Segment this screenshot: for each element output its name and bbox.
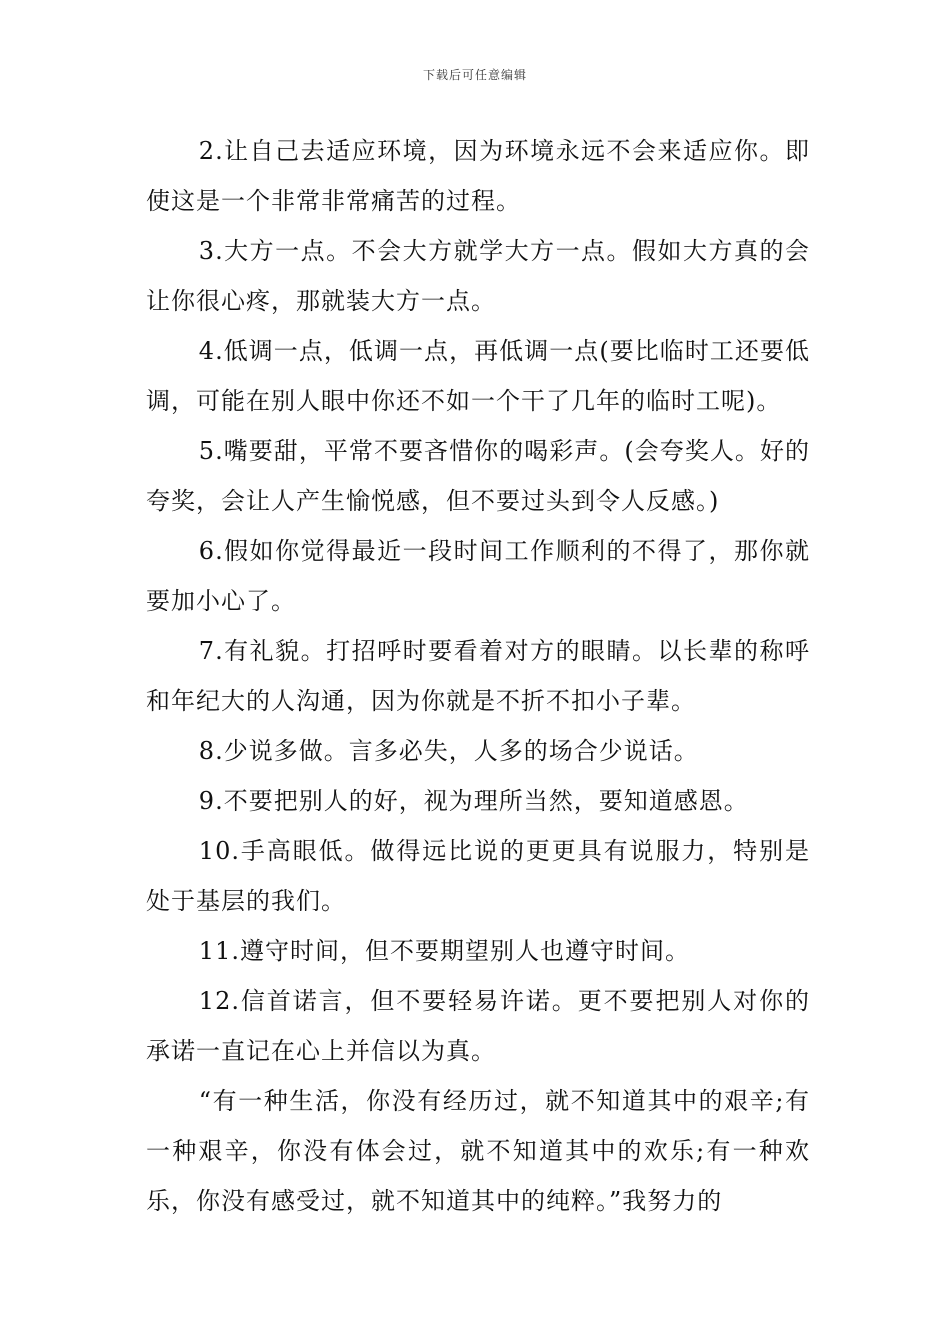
paragraph-12: 12.信首诺言，但不要轻易许诺。更不要把别人对你的承诺一直记在心上并信以为真。 [146,987,810,1065]
paragraph-8: 8.少说多做。言多必失，人多的场合少说话。 [198,737,699,765]
paragraph-2: 2.让自己去适应环境，因为环境永远不会来适应你。即使这是一个非常非常痛苦的过程。 [146,137,810,215]
paragraph-7: 7.有礼貌。打招呼时要看着对方的眼睛。以长辈的称呼和年纪大的人沟通，因为你就是不折不扣小子辈。 [146,637,810,715]
paragraph-6: 6.假如你觉得最近一段时间工作顺利的不得了，那你就要加小心了。 [146,537,810,615]
paragraph-quote: “有一种生活，你没有经历过，就不知道其中的艰辛;有一种艰辛，你没有体会过，就不知道其中的欢乐;有一种欢乐，你没有感受过，就不知道其中的纯粹。”我努力的 [146,1087,810,1215]
document-body [146,126,810,1226]
paragraph-9: 9.不要把别人的好，视为理所当然，要知道感恩。 [198,787,749,815]
paragraph-4: 4.低调一点，低调一点，再低调一点(要比临时工还要低调，可能在别人眼中你还不如一个干了几年的临时工呢)。 [146,337,810,415]
paragraph-5: 5.嘴要甜，平常不要吝惜你的喝彩声。(会夸奖人。好的夸奖，会让人产生愉悦感，但不要过头到令人反感。) [146,437,810,515]
page-header: 下载后可任意编辑 [422,68,527,82]
paragraph-11: 11.遵守时间，但不要期望别人也遵守时间。 [198,937,690,965]
paragraph-10: 10.手高眼低。做得远比说的更更具有说服力，特别是处于基层的我们。 [146,837,810,915]
paragraph-3: 3.大方一点。不会大方就学大方一点。假如大方真的会让你很心疼，那就装大方一点。 [146,237,810,315]
